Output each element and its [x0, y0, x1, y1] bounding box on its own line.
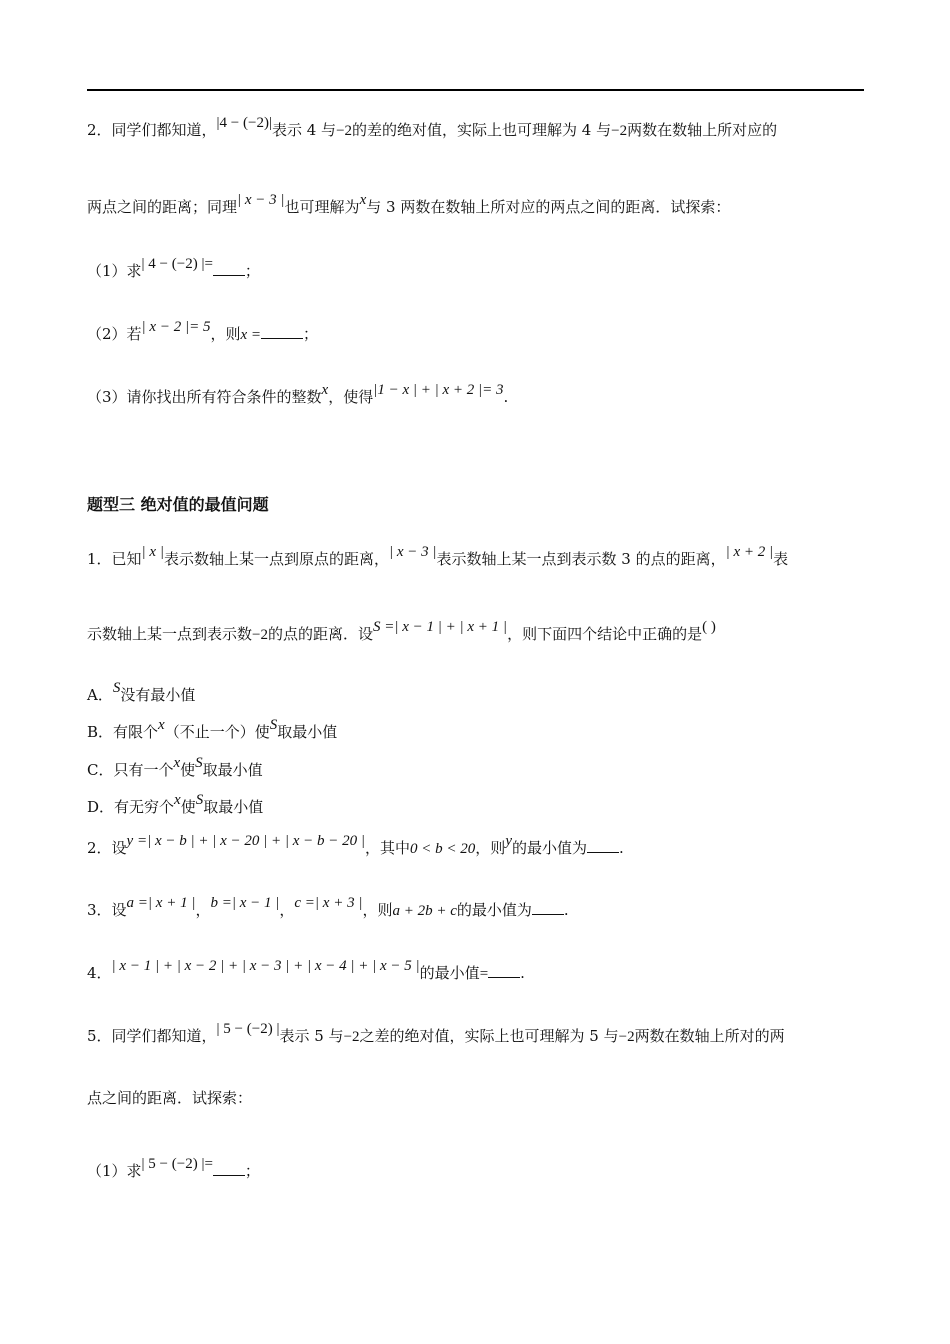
math-expression: c =| x + 3 | [294, 895, 363, 911]
s5-line-2: 点之间的距离．试探索： [87, 1089, 253, 1107]
option-a[interactable] [87, 680, 196, 707]
math-expression: a =| x + 1 | [126, 895, 196, 911]
text: 与 3 两数在数轴上所对应的两点之间的距离．试探索： [366, 198, 731, 216]
text: ，则 [210, 325, 241, 343]
text: 2．设 [87, 839, 127, 857]
text: 的最小值为 [511, 839, 587, 857]
text: 取最小值 [202, 761, 263, 779]
s5-question-1 [87, 1156, 260, 1183]
top-rule [87, 89, 864, 91]
text: （2）若 [87, 325, 142, 343]
text: （3）请你找出所有符合条件的整数 [87, 388, 322, 406]
text: ； [244, 262, 260, 280]
text: . [619, 839, 624, 857]
text: 两点之间的距离；同理 [87, 198, 238, 216]
math-expression: | x − 1 | + | x − 2 | + | x − 3 | + | x − 4 | + | x − 5 | [111, 958, 420, 974]
text: 表示 5 与 [279, 1027, 344, 1045]
math-variable: x [158, 717, 165, 733]
answer-blank[interactable] [261, 324, 303, 339]
text: 两数在数轴上所对应的 [627, 121, 778, 139]
problem-2-line-2 [87, 192, 731, 219]
math-expression: | 4 − (−2) |= [141, 256, 213, 272]
text: 的差的绝对值，实际上也可理解为 4 与 [352, 121, 612, 139]
math-expression: | 5 − (−2) | [216, 1021, 280, 1037]
math-expression: |1 − x | + | x + 2 |= 3 [373, 382, 504, 398]
problem-2-question-3 [87, 382, 509, 409]
problem-2-question-1 [87, 256, 260, 283]
answer-blank[interactable] [213, 261, 245, 276]
math-expression: b =| x − 1 | [210, 895, 280, 911]
text: 3．设 [87, 901, 127, 919]
text: ，使得 [328, 388, 374, 406]
math-expression: −2 [618, 1029, 635, 1045]
text: （1）求 [87, 262, 142, 280]
text: 1．已知 [87, 550, 142, 568]
text: 两数在数轴上所对的两 [634, 1027, 785, 1045]
text: 使 [180, 761, 196, 779]
text: D．有无穷个 [87, 798, 175, 816]
option-b[interactable] [87, 717, 338, 744]
s5-line-1 [87, 1021, 785, 1048]
text: 的最小值为 [456, 901, 532, 919]
text: ，则下面四个结论中正确的是 [507, 625, 703, 643]
text: . [520, 964, 525, 982]
math-expression: 0 < b < 20 [410, 841, 476, 857]
text: 没有最小值 [120, 686, 196, 704]
text: C．只有一个 [87, 761, 174, 779]
text: ； [244, 1162, 260, 1180]
s3 [87, 895, 569, 922]
math-variable: x [321, 382, 329, 398]
answer-blank[interactable] [587, 838, 619, 853]
option-d[interactable] [87, 792, 264, 819]
answer-blank[interactable] [213, 1161, 245, 1176]
text: ； [303, 325, 319, 343]
text: 4． [87, 964, 112, 982]
option-c[interactable] [87, 755, 263, 782]
text: B．有限个 [87, 723, 159, 741]
math-expression: S =| x − 1 | + | x + 1 | [373, 619, 508, 635]
math-expression: | x − 3 | [237, 192, 285, 208]
text: ， [195, 901, 211, 919]
answer-blank[interactable] [532, 900, 564, 915]
s1-line-2 [87, 619, 716, 646]
math-expression: | x | [141, 544, 164, 560]
math-variable: x [173, 755, 181, 771]
text: 示数轴上某一点到表示数 [87, 625, 253, 643]
math-variable: S [112, 680, 121, 696]
math-variable: y [505, 833, 512, 849]
math-expression: a + 2b + c [392, 903, 457, 919]
text: 2．同学们都知道， [87, 121, 217, 139]
answer-blank[interactable] [488, 963, 520, 978]
text: 也可理解为 [284, 198, 360, 216]
math-variable: S [195, 792, 204, 808]
text: 表示数轴上某一点到原点的距离， [163, 550, 389, 568]
text: 的最小值 [419, 964, 480, 982]
math-expression: −2 [336, 123, 353, 139]
math-expression: | 5 − (−2) |= [141, 1156, 213, 1172]
math-variable: x [174, 792, 181, 808]
text: 取最小值 [277, 723, 338, 741]
section-title: 题型三 绝对值的最值问题 [87, 495, 269, 514]
problem-2-question-2 [87, 319, 319, 346]
s1-line-1 [87, 544, 789, 571]
text: ，则 [475, 839, 506, 857]
text: 表示 4 与 [271, 121, 337, 139]
text: （不止一个）使 [164, 723, 270, 741]
math-expression: |4 − (−2)| [216, 115, 272, 131]
text: . [503, 388, 509, 406]
math-expression: −2 [252, 627, 268, 643]
problem-2-line-1 [87, 115, 778, 142]
s2 [87, 833, 624, 860]
text: ， [279, 901, 295, 919]
answer-parentheses[interactable]: ( ) [702, 619, 716, 635]
text: 表 [773, 550, 789, 568]
text: 的点的距离．设 [267, 625, 373, 643]
text: （1）求 [87, 1162, 142, 1180]
math-variable: S [269, 717, 278, 733]
math-expression: | x − 3 | [388, 544, 437, 560]
text: 5．同学们都知道， [87, 1027, 217, 1045]
math-expression: −2 [611, 123, 628, 139]
math-expression: x = [240, 327, 261, 343]
math-variable: S [195, 755, 203, 771]
math-expression: y =| x − b | + | x − 20 | + | x − b − 20 | [126, 833, 366, 849]
text: ，其中 [365, 839, 411, 857]
text: . [563, 901, 569, 919]
math-expression: −2 [343, 1029, 360, 1045]
math-expression: | x − 2 |= 5 [141, 319, 211, 335]
text: ，则 [362, 901, 393, 919]
math-variable: x [359, 192, 367, 208]
math-expression: = [479, 966, 489, 982]
text: 表示数轴上某一点到表示数 3 的点的距离， [436, 550, 726, 568]
text: 使 [180, 798, 196, 816]
s4 [87, 958, 525, 985]
text: 之差的绝对值，实际上也可理解为 5 与 [359, 1027, 619, 1045]
math-expression: | x + 2 | [725, 544, 774, 560]
text: 取最小值 [203, 798, 264, 816]
text: A． [87, 686, 113, 704]
